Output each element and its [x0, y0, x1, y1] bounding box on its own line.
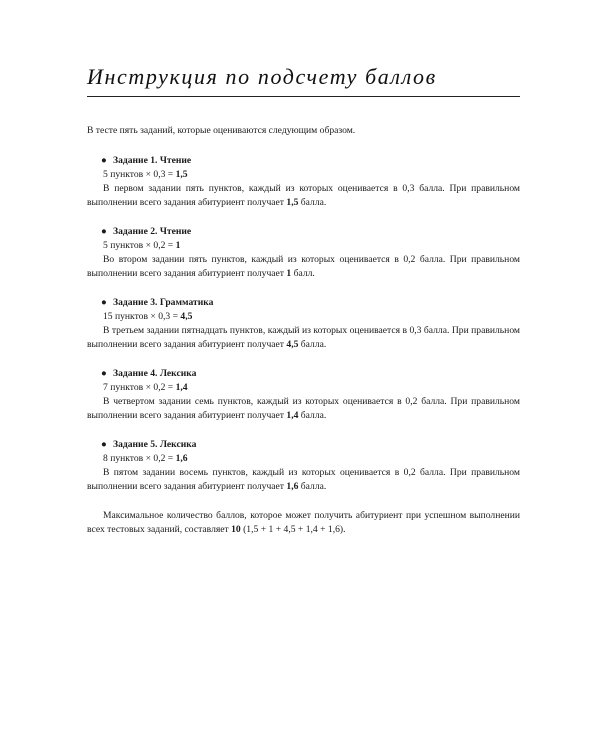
formula-text: 7 пунктов × 0,2 = [103, 382, 176, 393]
task-heading [101, 367, 520, 381]
desc-score: 4,5 [286, 339, 299, 350]
task-formula [103, 452, 520, 466]
desc-text: В четвертом задании семь пунктов, каждый из которых оценивается в 0,2 балла. При правильном выполнении всего задания абитуриент получает [87, 396, 520, 421]
desc-text: В пятом задании восемь пунктов, каждый из которых оценивается в 0,2 балла. При правильном выполнении всего задания абитуриент получает [87, 467, 520, 492]
task-heading-text: Задание 4. Лексика [113, 368, 197, 379]
desc-text: В третьем задании пятнадцать пунктов, каждый из которых оценивается в 0,3 балла. При правильном выполнении всего задания абитуриент получает [87, 325, 520, 350]
desc-suffix: балла. [298, 410, 327, 421]
summary-total: 10 [231, 524, 241, 535]
task-3 [87, 296, 520, 352]
bullet-icon: ● [101, 368, 107, 379]
formula-result: 1 [175, 240, 181, 251]
formula-result: 1,5 [175, 169, 188, 180]
bullet-icon: ● [101, 226, 107, 237]
desc-suffix: балла. [298, 339, 327, 350]
summary-before: Максимальное количество баллов, которое может получить абитуриент при успешном выполнении всех тестовых заданий, составляет [87, 510, 520, 535]
summary-after: (1,5 + 1 + 4,5 + 1,4 + 1,6). [240, 524, 346, 535]
desc-suffix: балла. [298, 481, 327, 492]
task-formula [103, 239, 520, 253]
desc-text: Во втором задании пять пунктов, каждый из которых оценивается в 0,2 балла. При правильном выполнении всего задания абитуриент получает [87, 254, 520, 279]
desc-suffix: балла. [298, 197, 327, 208]
task-description [87, 253, 520, 281]
task-formula [103, 310, 520, 324]
formula-text: 8 пунктов × 0,2 = [103, 453, 176, 464]
task-description [87, 324, 520, 352]
task-heading [101, 154, 520, 168]
summary-text [87, 509, 520, 537]
title-rule [87, 96, 520, 97]
bullet-icon: ● [101, 155, 107, 166]
task-heading-text: Задание 3. Грамматика [113, 297, 214, 308]
task-description [87, 466, 520, 494]
formula-result: 4,5 [180, 311, 193, 322]
page-title: Инструкция по подсчету баллов [87, 64, 437, 89]
task-heading [101, 225, 520, 239]
desc-suffix: балл. [291, 268, 315, 279]
desc-score: 1 [286, 268, 292, 279]
formula-text: 15 пунктов × 0,3 = [103, 311, 181, 322]
task-formula [103, 381, 520, 395]
task-1 [87, 154, 520, 210]
desc-score: 1,4 [286, 410, 299, 421]
desc-score: 1,6 [286, 481, 299, 492]
formula-result: 1,4 [175, 382, 188, 393]
task-description [87, 182, 520, 210]
desc-text: В первом задании пять пунктов, каждый из которых оценивается в 0,3 балла. При правильном выполнении всего задания абитуриент получает [87, 183, 520, 208]
task-formula [103, 168, 520, 182]
formula-text: 5 пунктов × 0,2 = [103, 240, 176, 251]
task-heading [101, 438, 520, 452]
bullet-icon: ● [101, 439, 107, 450]
task-heading-text: Задание 2. Чтение [113, 226, 192, 237]
formula-result: 1,6 [175, 453, 188, 464]
task-heading-text: Задание 5. Лексика [113, 439, 197, 450]
task-5 [87, 438, 520, 494]
desc-score: 1,5 [286, 197, 299, 208]
task-heading-text: Задание 1. Чтение [113, 155, 192, 166]
task-description [87, 395, 520, 423]
task-2 [87, 225, 520, 281]
task-4 [87, 367, 520, 423]
intro-text: В тесте пять заданий, которые оцениваются следующим образом. [87, 125, 356, 136]
formula-text: 5 пунктов × 0,3 = [103, 169, 176, 180]
bullet-icon: ● [101, 297, 107, 308]
content [87, 124, 520, 537]
task-heading [101, 296, 520, 310]
